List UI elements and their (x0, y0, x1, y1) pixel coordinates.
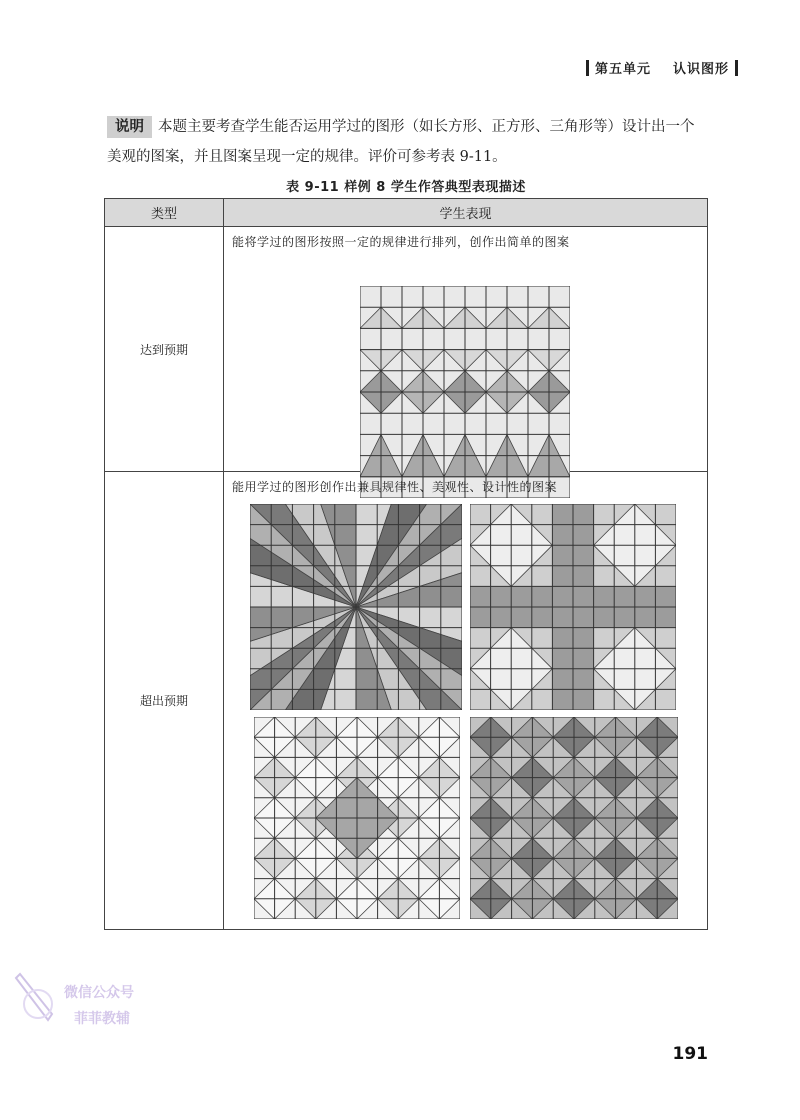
header-performance: 学生表现 (224, 199, 708, 227)
row-description: 能将学过的图形按照一定的规律进行排列，创作出简单的图案 (232, 235, 570, 249)
type-cell: 达到预期 (105, 227, 224, 472)
running-header (586, 58, 738, 77)
student-drawing-shaded-diamonds (470, 717, 678, 919)
watermark-line1: 微信公众号 (64, 985, 134, 1001)
header-bar-right (735, 60, 738, 76)
page-number: 191 (672, 1044, 708, 1064)
note-text: 本题主要考查学生能否运用学过的图形（如长方形、正方形、三角形等）设计出一个美观的图案，并且图案呈现一定的规律。评价可参考表 9-11。 (107, 119, 695, 165)
content-cell (224, 472, 708, 930)
content-cell (224, 227, 708, 472)
watermark-line2: 菲菲教辅 (74, 1011, 130, 1027)
table-caption: 表 9-11 样例 8 学生作答典型表现描述 (286, 180, 526, 195)
note-tag: 说明 (107, 116, 152, 138)
chapter-label: 第五单元 (594, 62, 651, 77)
student-drawing-diamond-cross (470, 504, 676, 710)
student-drawing-simple (360, 286, 570, 498)
header-type: 类型 (105, 199, 224, 227)
table-row (105, 227, 708, 472)
watermark-pencil-icon (8, 970, 58, 1030)
explanation-note (107, 112, 707, 172)
chapter-title: 认识图形 (672, 62, 729, 77)
row-description: 能用学过的图形创作出兼具规律性、美观性、设计性的图案 (232, 480, 558, 494)
performance-table (104, 198, 708, 930)
watermark (8, 966, 138, 1040)
table-row (105, 472, 708, 930)
header-bar-left (586, 60, 589, 76)
type-cell: 超出预期 (105, 472, 224, 930)
student-drawing-starburst (250, 504, 462, 710)
student-drawing-triangle-grid (254, 717, 460, 919)
table-header-row (105, 199, 708, 227)
